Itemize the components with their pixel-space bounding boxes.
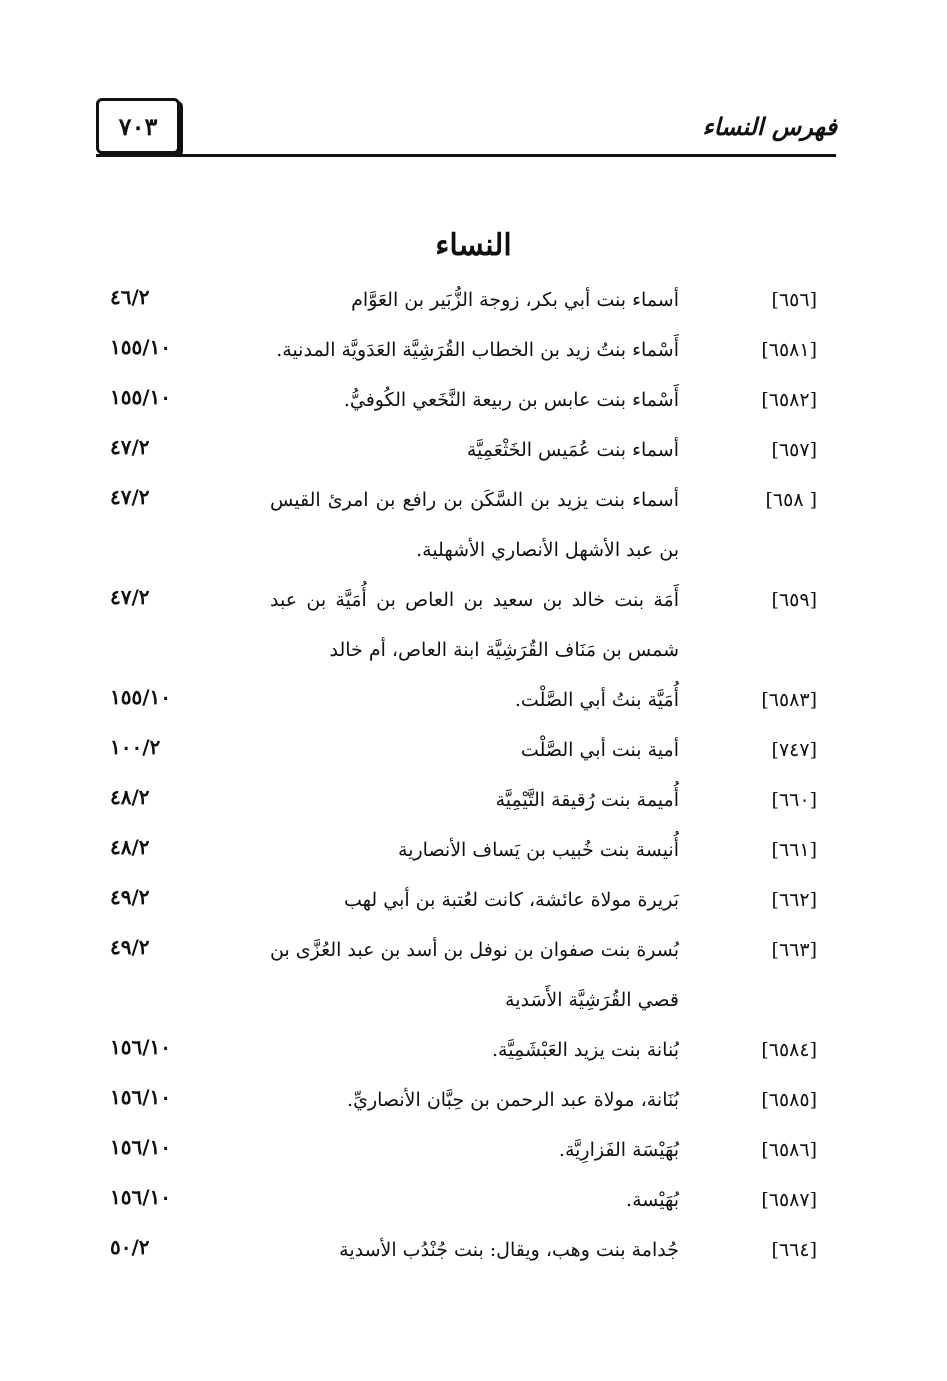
index-entry [0, 1175, 947, 1225]
entry-name: بُنَانة، مولاة عبد الرحمن بن حِبَّان الأنصاريِّ. [347, 1089, 679, 1111]
entry-number: [٧٤٧] [771, 739, 817, 761]
index-entry [0, 1025, 947, 1075]
index-entry [0, 1075, 947, 1125]
index-entry [0, 475, 947, 575]
entry-reference: ١٥٦/١٠ [110, 1085, 172, 1109]
entry-number: [٦٦٠] [771, 789, 817, 811]
entry-number: [٦٥٨٢] [761, 389, 817, 411]
entry-name: أسماء بنت أبي بكر، زوجة الزُّبَير بن العَوَّام [351, 289, 679, 311]
entry-name: بُهَيْسة. [626, 1189, 679, 1211]
entry-number: [٦٥٨٤] [761, 1039, 817, 1061]
index-entry [0, 775, 947, 825]
index-entry [0, 375, 947, 425]
entry-number: [٦٦٢] [771, 889, 817, 911]
entry-name: بُسرة بنت صفوان بن نوفل بن أسد بن عبد العُزَّى بن قصي القُرَشِيَّة الأَسَدية [270, 939, 679, 1011]
entry-number: [٦٥٨٦] [761, 1139, 817, 1161]
entry-name: أَمَة بنت خالد بن سعيد بن العاص بن أُمَيَّة بن عبد شمس بن مَنَاف القُرَشِيَّة ابنة العاص، أم خالد [270, 589, 679, 661]
index-entry [0, 825, 947, 875]
entry-reference: ٤٦/٢ [110, 285, 150, 309]
entry-number: [٦٥٨٧] [761, 1189, 817, 1211]
entry-reference: ١٥٥/١٠ [110, 385, 172, 409]
entry-reference: ١٥٥/١٠ [110, 685, 172, 709]
entry-name: جُدامة بنت وهب، ويقال: بنت جُنْدُب الأسدية [339, 1239, 679, 1261]
index-entry [0, 325, 947, 375]
index-entry [0, 925, 947, 1025]
entry-number: [٦٥٩] [771, 589, 817, 611]
entry-reference: ٤٧/٢ [110, 485, 150, 509]
entry-name: بُنانة بنت يزيد العَبْشَمِيَّة. [492, 1039, 679, 1061]
entry-number: [٦٥٨٣] [761, 689, 817, 711]
entry-reference: ٤٨/٢ [110, 785, 150, 809]
entry-number: [٦٦٣] [771, 939, 817, 961]
entry-reference: ١٥٦/١٠ [110, 1035, 172, 1059]
entry-number: [٦٦٤] [771, 1239, 817, 1261]
entry-reference: ٥٠/٢ [110, 1235, 150, 1259]
section-title: النساء [435, 228, 512, 263]
entry-reference: ٤٧/٢ [110, 585, 150, 609]
entry-name: بُهَيْسَة الفَزارِيَّة. [558, 1139, 679, 1161]
entry-reference: ١٥٦/١٠ [110, 1185, 172, 1209]
page-number: ٧٠٣ [118, 111, 158, 141]
entry-number: [٦٥٦] [771, 289, 817, 311]
entry-reference: ٤٨/٢ [110, 835, 150, 859]
entry-name: بَريرة مولاة عائشة، كانت لعُتبة بن أبي لهب [344, 889, 679, 911]
index-entry [0, 725, 947, 775]
running-header-title: فهرس النساء [702, 112, 837, 141]
entry-name: أمية بنت أبي الصَّلْت [520, 739, 679, 761]
entry-reference: ٤٧/٢ [110, 435, 150, 459]
entry-reference: ١٥٥/١٠ [110, 335, 172, 359]
header-rule [96, 154, 836, 157]
index-entry [0, 575, 947, 675]
entry-number: [٦٥٨٥] [761, 1089, 817, 1111]
index-entry [0, 1125, 947, 1175]
entry-reference: ٤٩/٢ [110, 885, 150, 909]
entry-reference: ٤٩/٢ [110, 935, 150, 959]
index-entry [0, 1225, 947, 1275]
entry-number: [٦٦١] [771, 839, 817, 861]
entry-name: أسماء بنت عُمَيس الخَثْعَمِيَّة [466, 439, 679, 461]
page-number-box [96, 98, 180, 154]
entry-number: [ ٦٥٨] [765, 489, 817, 511]
entry-name: أَسْماء بنت عابس بن ربيعة النَّخَعي الكُوفيُّ. [343, 389, 679, 411]
index-entry [0, 675, 947, 725]
index-entry [0, 425, 947, 475]
entry-number: [٦٥٨١] [761, 339, 817, 361]
entry-name: أُميمة بنت رُقيقة التَّيْمِيَّة [495, 789, 679, 811]
index-entry [0, 875, 947, 925]
entry-reference: ١٠٠/٢ [110, 735, 161, 759]
entry-name: أسماء بنت يزيد بن السَّكَن بن رافع بن امرئ القيس بن عبد الأشهل الأنصاري الأشهلية. [270, 489, 679, 561]
index-entry [0, 275, 947, 325]
entry-name: أَسْماء بنتُ زيد بن الخطاب القُرَشِيَّة العَدَويَّة المدنية. [276, 339, 679, 361]
entry-number: [٦٥٧] [771, 439, 817, 461]
entry-reference: ١٥٦/١٠ [110, 1135, 172, 1159]
entry-name: أُنيسة بنت خُبيب بن يَساف الأنصارية [398, 839, 679, 861]
entry-name: أُمَيَّة بنتُ أبي الصَّلْت. [514, 689, 679, 711]
index-entries [0, 275, 947, 1275]
